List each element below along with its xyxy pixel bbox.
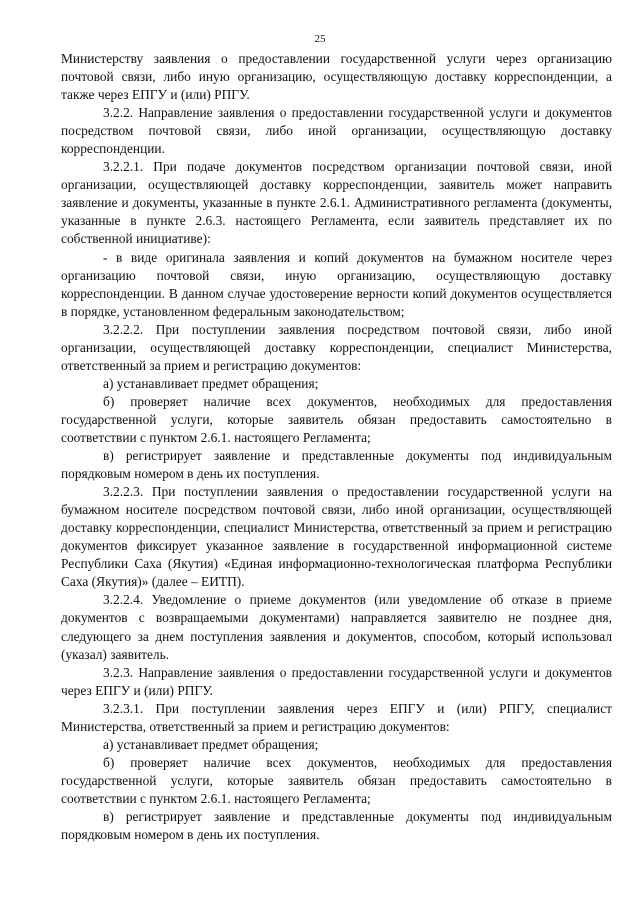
paragraph: а) устанавливает предмет обращения; — [103, 375, 319, 391]
paragraph: в) регистрирует заявление и представленные документы под индивидуальным порядковым номером в день их поступления. — [61, 448, 612, 482]
paragraph: в) регистрирует заявление и представленные документы под индивидуальным порядковым номером в день их поступления. — [61, 808, 612, 843]
paragraph: Министерству заявления о предоставлении государственной услуги через организацию почтовой связи, либо иную организацию, осуществляющую доставку корреспонденции, а также через ЕПГУ и (или) РПГУ. — [61, 51, 612, 103]
paragraph: 3.2.2.1. При подаче документов посредством организации почтовой связи, иной организации, осуществляющей доставку корреспонденции, заявитель может направить заявление и документы, указанные в пункте 2.6.1. Административного регламента (документы, указанные в пункте 2.6.3. настоящего Регламента, если заявитель представляет их по собственной инициативе): — [61, 159, 612, 247]
paragraph: б) проверяет наличие всех документов, необходимых для предоставления государственной услуги, которые заявитель обязан предоставить самостоятельно в соответствии с пунктом 2.6.1. настоящего Регламента; — [61, 393, 612, 445]
paragraph: 3.2.2. Направление заявления о предоставлении государственной услуги и документов посредством почтовой связи, либо иной организации, осуществляющую доставку корреспонденции. — [61, 105, 612, 157]
paragraph: 3.2.3. Направление заявления о предоставлении государственной услуги и документов через ЕПГУ и (или) РПГУ. — [61, 664, 612, 698]
page-number: 25 — [314, 33, 326, 45]
paragraph: 3.2.3.1. При поступлении заявления через ЕПГУ и (или) РПГУ, специалист Министерства, ответственный за прием и регистрацию документов: — [61, 700, 612, 734]
document-body — [61, 50, 612, 844]
paragraph: - в виде оригинала заявления и копий документов на бумажном носителе через организацию почтовой связи, иную организацию, осуществляющую доставку корреспонденции. В данном случае удостоверение верности копий документов осуществляется в порядке, установленном федеральным законодательством; — [61, 249, 612, 319]
paragraph: б) проверяет наличие всех документов, необходимых для предоставления государственной услуги, которые заявитель обязан предоставить самостоятельно в соответствии с пунктом 2.6.1. настоящего Регламента; — [61, 754, 612, 806]
paragraph: 3.2.2.4. Уведомление о приеме документов (или уведомление об отказе в приеме документов с возвращаемыми документами) направляется заявителю не позднее дня, следующего за днем поступления заявления и документов, способом, который использовал (указал) заявитель. — [61, 592, 612, 662]
paragraph: 3.2.2.2. При поступлении заявления посредством почтовой связи, либо иной организации, осуществляющей доставку корреспонденции, специалист Министерства, ответственный за прием и регистрацию документов: — [61, 321, 612, 373]
paragraph: а) устанавливает предмет обращения; — [103, 736, 319, 752]
paragraph: 3.2.2.3. При поступлении заявления о предоставлении государственной услуги на бумажном носителе посредством почтовой связи, либо иной организации, осуществляющей доставку корреспонденции, специалист Министерства, ответственный за прием и регистрацию документов фиксирует указанное заявление в государственной информационной системе Республики Саха (Якутия) «Единая информационно-технологическая платформа Республики Саха (Якутия)» (далее – ЕИТП). — [61, 484, 612, 590]
